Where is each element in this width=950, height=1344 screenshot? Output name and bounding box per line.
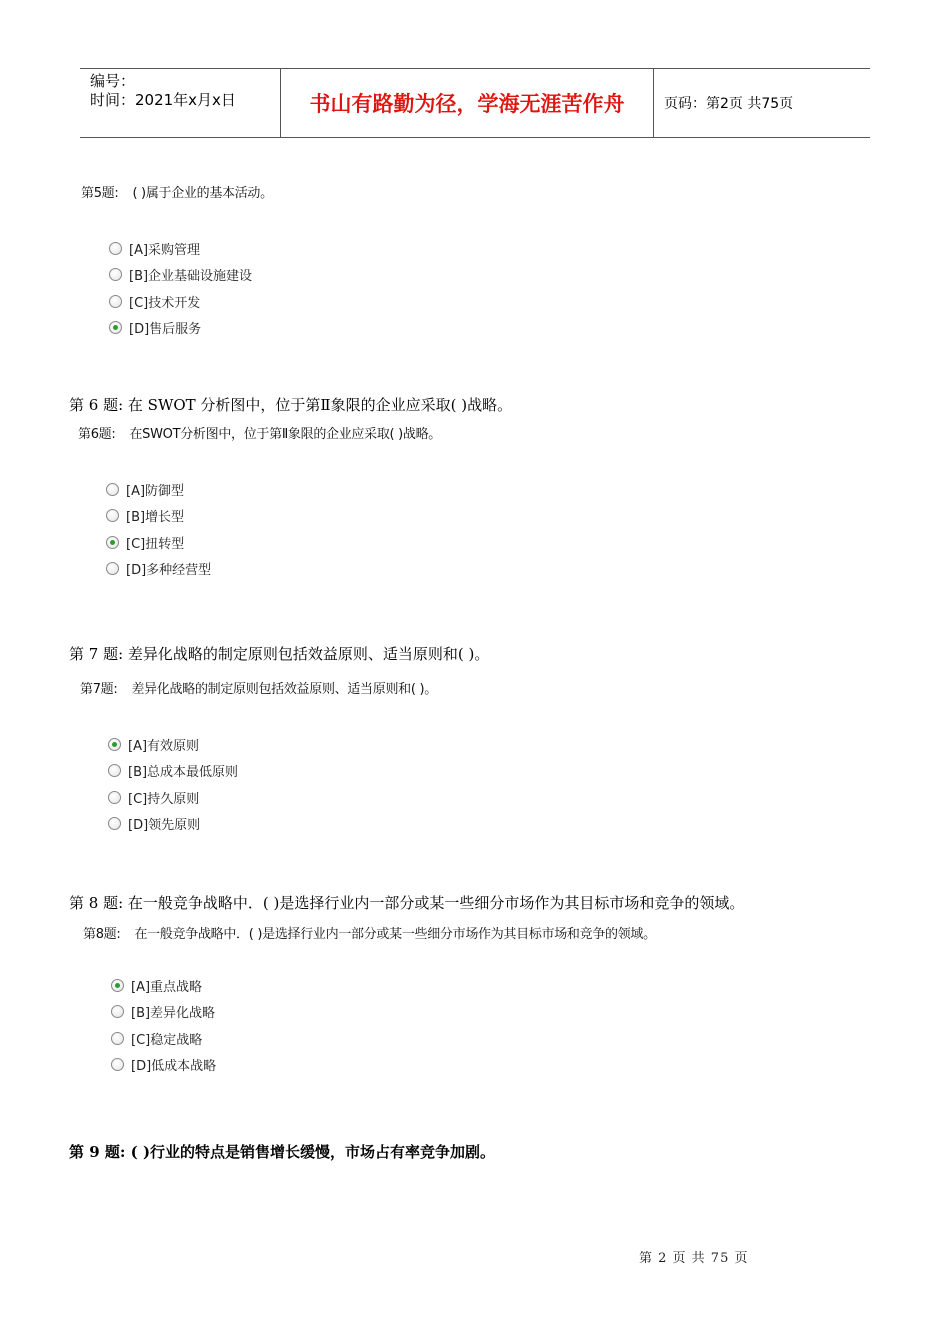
question-7 [69, 643, 489, 837]
serial-number-label: 编号： [90, 72, 136, 90]
radio-icon[interactable] [109, 295, 122, 308]
option-a[interactable]: [A]防御型 [106, 476, 512, 503]
page-header [80, 68, 870, 138]
question-7-prompt: 第7题: 差异化战略的制定原则包括效益原则、适当原则和( )。 [80, 682, 437, 697]
radio-icon[interactable] [109, 321, 122, 334]
radio-icon[interactable] [111, 1032, 124, 1045]
option-c[interactable]: [C]技术开发 [109, 288, 273, 315]
option-a[interactable]: [A]有效原则 [108, 731, 489, 758]
radio-icon[interactable] [106, 509, 119, 522]
option-b[interactable]: [B]增长型 [106, 503, 512, 530]
question-6-text: 第 6 题: 在 SWOT 分析图中，位于第Ⅱ象限的企业应采取( )战略。 [69, 396, 513, 414]
date-label: 时间：2021年x月x日 [90, 91, 236, 109]
question-6-prompt: 第6题: 在SWOT分析图中，位于第Ⅱ象限的企业应采取( )战略。 [78, 427, 442, 442]
option-b[interactable]: [B]差异化战略 [111, 999, 744, 1026]
radio-icon[interactable] [108, 791, 121, 804]
radio-icon[interactable] [109, 242, 122, 255]
question-5 [81, 182, 273, 341]
radio-icon[interactable] [106, 562, 119, 575]
question-7-options [108, 731, 489, 837]
radio-icon[interactable] [111, 979, 124, 992]
radio-icon[interactable] [109, 268, 122, 281]
question-5-prompt: 第5题: ( )属于企业的基本活动。 [81, 186, 273, 201]
radio-icon[interactable] [106, 483, 119, 496]
option-a[interactable]: [A]采购管理 [109, 235, 273, 262]
option-d[interactable]: [D]领先原则 [108, 811, 489, 838]
question-9-text: 第 9 题: ( )行业的特点是销售增长缓慢，市场占有率竞争加剧。 [69, 1143, 496, 1161]
option-b[interactable]: [B]企业基础设施建设 [109, 262, 273, 289]
header-info-cell [80, 69, 281, 137]
radio-icon[interactable] [108, 738, 121, 751]
radio-icon[interactable] [108, 817, 121, 830]
page-footer: 第 2 页 共 75 页 [639, 1251, 749, 1266]
question-5-options [109, 235, 273, 341]
radio-icon[interactable] [111, 1058, 124, 1071]
question-8-prompt: 第8题: 在一般竞争战略中．( )是选择行业内一部分或某一些细分市场作为其目标市场和竞争的领域。 [83, 927, 656, 942]
radio-icon[interactable] [111, 1005, 124, 1018]
radio-icon[interactable] [106, 536, 119, 549]
header-page-number: 页码：第2页 共75页 [664, 96, 794, 112]
question-9 [69, 1141, 495, 1162]
question-8-text: 第 8 题: 在一般竞争战略中．( )是选择行业内一部分或某一些细分市场作为其目标市场和竞争的领域。 [69, 894, 745, 912]
question-6 [69, 394, 512, 582]
question-8-options [111, 972, 744, 1078]
option-c[interactable]: [C]持久原则 [108, 784, 489, 811]
option-d[interactable]: [D]多种经营型 [106, 556, 512, 583]
option-d[interactable]: [D]低成本战略 [111, 1052, 744, 1079]
question-6-options [106, 476, 512, 582]
question-7-text: 第 7 题: 差异化战略的制定原则包括效益原则、适当原则和( )。 [69, 645, 490, 663]
header-motto: 书山有路勤为径，学海无涯苦作舟 [281, 69, 654, 137]
option-d[interactable]: [D]售后服务 [109, 315, 273, 342]
option-c[interactable]: [C]稳定战略 [111, 1025, 744, 1052]
option-a[interactable]: [A]重点战略 [111, 972, 744, 999]
option-c[interactable]: [C]扭转型 [106, 529, 512, 556]
radio-icon[interactable] [108, 764, 121, 777]
question-8 [69, 892, 744, 1078]
option-b[interactable]: [B]总成本最低原则 [108, 758, 489, 785]
